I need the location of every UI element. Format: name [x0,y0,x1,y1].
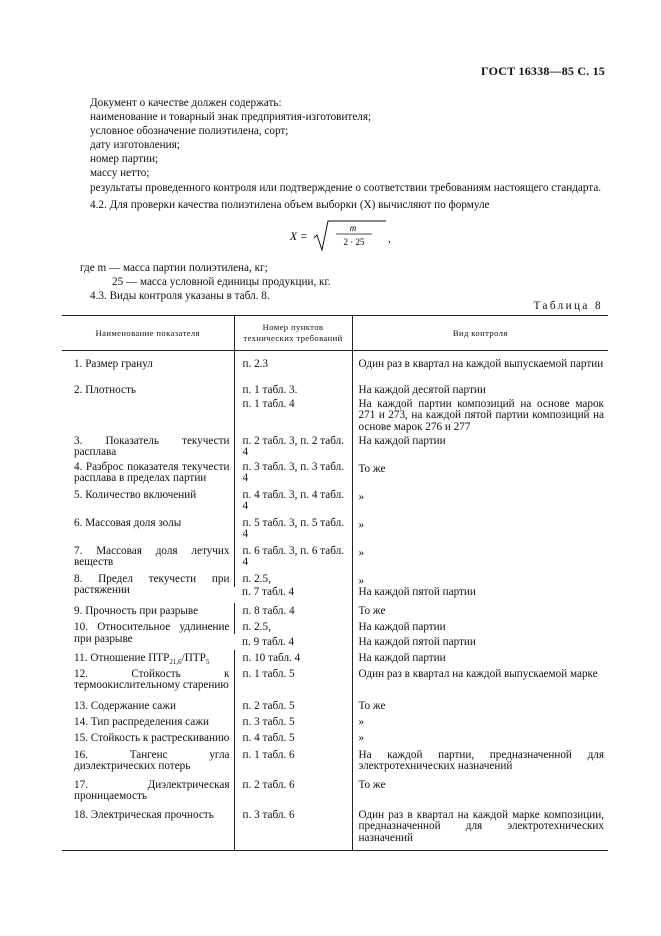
table-cell: То же [352,462,608,490]
table-cell: То же [352,777,608,807]
formula-lhs: X = [290,231,308,243]
legend-line: где m — масса партии полиэтилена, кг; [80,262,268,274]
formula-denominator: 2 · 25 [343,237,365,247]
table-cell: 3. Показатель текучести расплава [74,434,230,459]
sample-size-formula [288,218,408,254]
table-cell: п. 3 табл. 3, п. 3 табл. 4 [234,462,352,490]
table-cell: 6. Массовая доля золы [74,516,182,529]
intro-line: номер партии; [90,153,159,166]
table-cell: 10. Относительное удлинение при разрыве [74,621,230,645]
table-cell: п. 3 табл. 6 [234,807,352,851]
table-cell: » [352,490,608,518]
table-cell: То же [352,603,608,620]
table-cell: п. 9 табл. 4 [242,636,295,649]
table-cell: 13. Содержание сажи [74,699,176,712]
table-cell: п. 4 табл. 5 [234,731,352,747]
table-cell: п. 2 табл. 6 [234,777,352,807]
column-header: Наименование показателя [62,316,234,351]
table-cell: 2. Плотность [74,383,137,396]
column-header: Номер пунктов технических требований [234,316,352,351]
table-cell: п. 3 табл. 5 [234,715,352,731]
intro-text [62,96,603,212]
table-cell: 7. Массовая доля летучих веществ [74,544,230,569]
intro-line: результаты проведенного контроля или подтверждение о соответствии требованиям настоящего стандарта. [90,181,602,194]
table-cell: п. 1 табл. 3. [234,381,352,396]
table-cell: п. 10 табл. 4 [234,650,352,669]
table-cell: п. 8 табл. 4 [234,603,352,620]
table-cell: » [352,715,608,731]
table-cell: 5. Количество включений [74,488,197,501]
table-cell: п. 7 табл. 4 [242,586,295,599]
table-cell: На каждой пятой партии [352,587,608,603]
table-cell: 9. Прочность при разрыве [74,605,199,618]
table-cell: » [352,574,608,587]
control-table [62,315,608,851]
table-cell: На каждой партии [352,436,608,462]
table-cell: 12. Стойкость к термоокислительному старению [74,667,230,692]
intro-line: дату изготовления; [90,139,180,152]
table-cell: 15. Стойкость к растрескиванию [74,731,230,744]
table-cell: 14. Тип распределения сажи [74,715,209,728]
table-cell: 1. Размер гранул [74,358,153,370]
table-cell: На каждой партии [352,650,608,669]
formula-legend [62,261,603,303]
table-cell: » [352,731,608,747]
table-cell: 11. Отношение $ПТР_{21,6}/ПТР_5$ [74,652,210,667]
intro-line: условное обозначение полиэтилена, сорт; [90,125,289,138]
table-cell: 4. Разброс показателя текучести расплава в пределах партии [74,460,230,485]
table-cell: На каждой партии, предназначенной для электротехнических назначений [352,747,608,777]
table-cell: п. 4 табл. 3, п. 4 табл. 4 [234,490,352,518]
table-cell: Один раз в квартал на каждой выпускаемой партии [352,351,608,381]
table-cell: » [352,518,608,546]
table-cell: п. 1 табл. 5 [234,669,352,699]
intro-line: Документ о качестве должен содержать: [90,97,282,109]
column-header: Вид контроля [352,316,608,351]
table-cell: п. 2 табл. 5 [234,699,352,715]
intro-line: наименование и товарный знак предприятия-изготовителя; [90,111,372,124]
legend-line: 25 — масса условной единицы продукции, кг. [112,276,331,289]
table-cell: На каждой десятой партии [352,381,608,396]
table-cell: 18. Электрическая прочность [62,807,234,851]
table-cell: На каждой пятой партии [352,634,608,650]
table-cell: 17. Диэлектрическая проницаемость [74,778,230,803]
intro-line: массу нетто; [90,167,150,180]
table-cell: 8. Предел текучести при растяжении [74,572,230,597]
formula-numerator: m [349,223,357,233]
paragraph-4-3: 4.3. Виды контроля указаны в табл. 8. [90,290,270,303]
table-cell: То же [352,699,608,715]
table-cell: Один раз в квартал на каждой марке композиции, предназначенной для электротехнических назначений [352,807,608,851]
formula-tail: , [388,233,391,245]
table-cell: 16. Тангенс угла диэлектрических потерь [74,748,230,773]
table-cell: п. 2.5, [234,620,352,634]
paragraph-4-2: 4.2. Для проверки качества полиэтилена объем выборки (X) вычисляют по формуле [90,198,490,211]
table-cell: » [352,546,608,574]
table-cell: п. 5 табл. 3, п. 5 табл. 4 [234,518,352,546]
table-cell: п. 2.3 [234,351,352,381]
page-header: ГОСТ 16338—85 С. 15 [481,64,605,78]
table-cell: Один раз в квартал на каждой выпускаемой марке [352,669,608,699]
table-cell: На каждой партии [352,620,608,634]
table-cell: п. 2 табл. 3, п. 2 табл. 4 [234,436,352,462]
table-cell: п. 2.5, [234,574,352,587]
table-cell: п. 1 табл. 4 [234,396,352,436]
table-cell [62,396,234,436]
table-cell: На каждой партии композиций на основе марок 271 и 273, на каждой пятой партии композиций на основе марок 276 и 277 [352,396,608,436]
table-cell: п. 1 табл. 6 [234,747,352,777]
table-caption: Таблица 8 [533,300,603,312]
table-cell: п. 6 табл. 3, п. 6 табл. 4 [234,546,352,574]
